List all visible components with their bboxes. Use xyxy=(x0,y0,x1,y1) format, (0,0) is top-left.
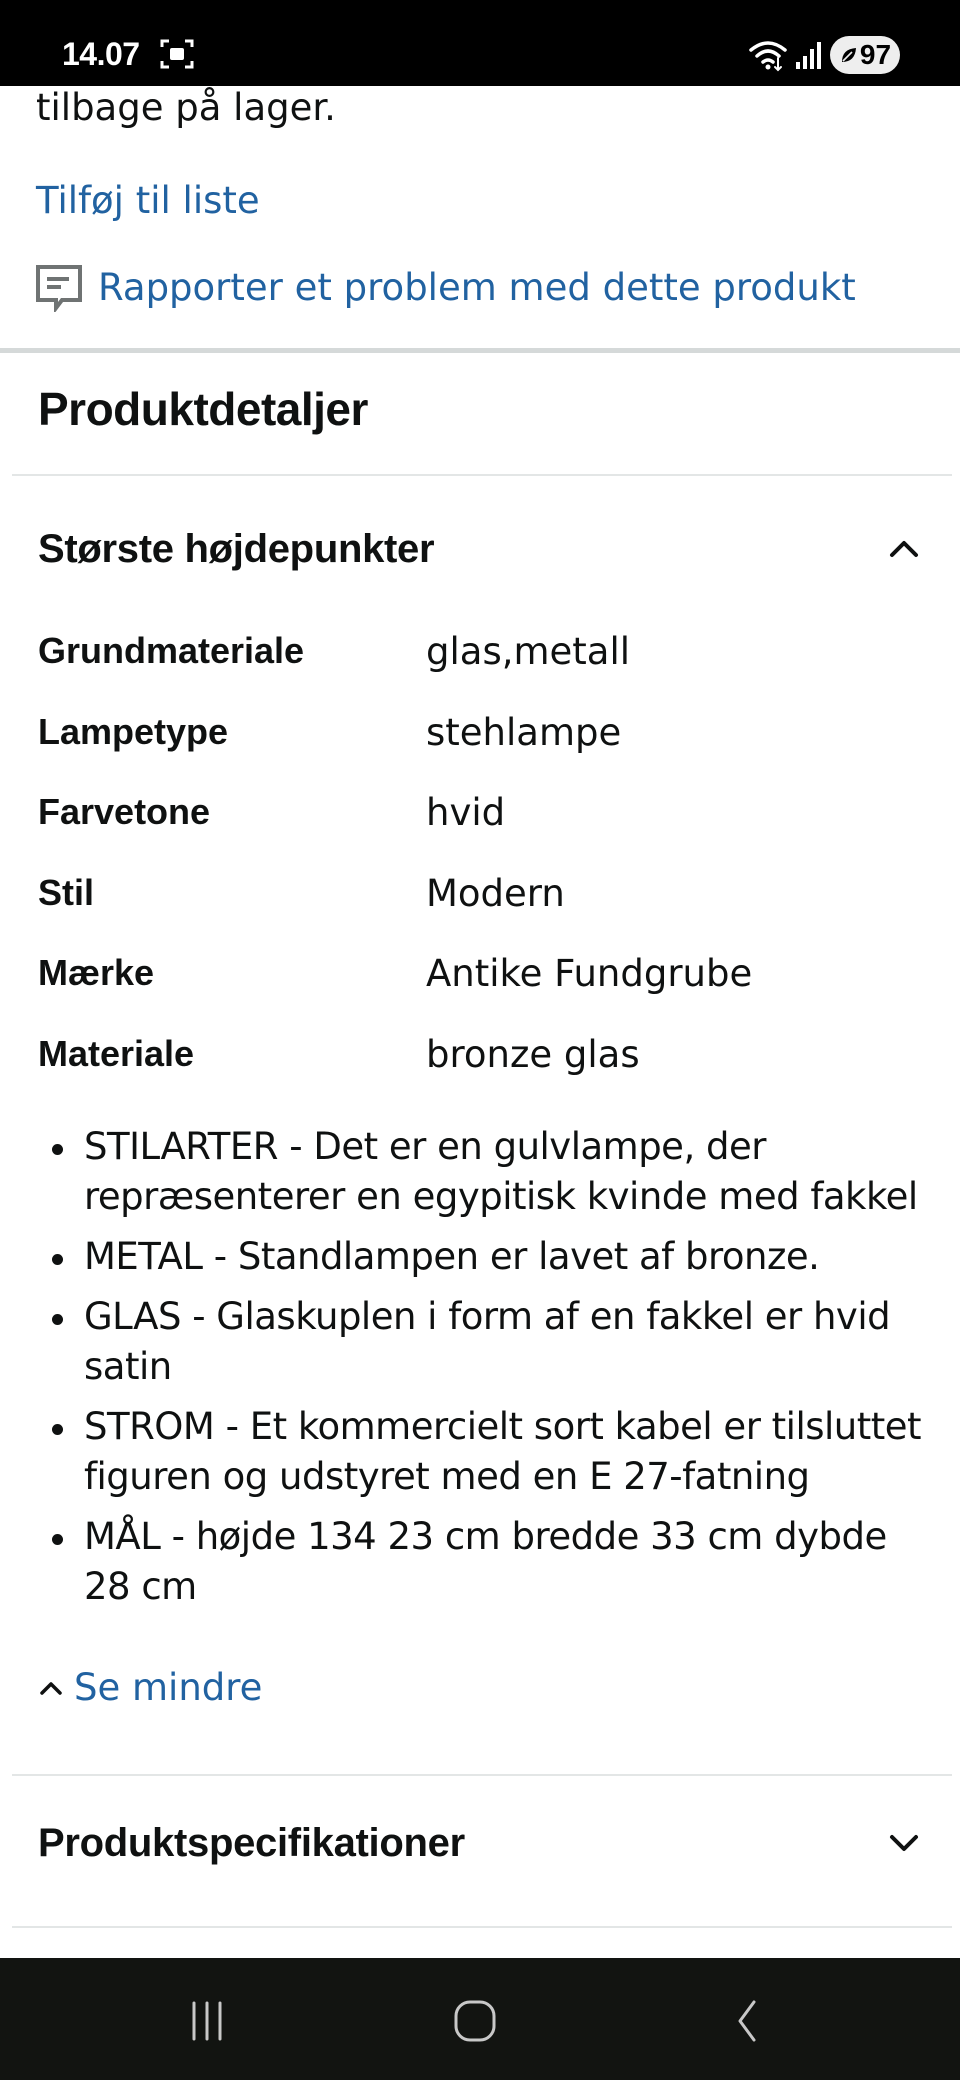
see-less-label[interactable]: Se mindre xyxy=(74,1666,263,1709)
attribute-value: Antike Fundgrube xyxy=(426,952,753,995)
attribute-key: Lampetype xyxy=(38,710,229,752)
attribute-row xyxy=(38,711,938,792)
system-nav-bar xyxy=(0,1958,960,2080)
recent-apps-icon[interactable] xyxy=(182,1996,232,2046)
feature-bullet: METAL - Standlampen er lavet af bronze. xyxy=(50,1232,930,1282)
highlights-accordion-header[interactable] xyxy=(0,494,960,604)
availability-text: tilbage på lager. xyxy=(36,86,336,129)
attribute-value: Modern xyxy=(426,871,565,915)
battery-level: 97 xyxy=(859,39,892,70)
divider xyxy=(12,1774,952,1776)
feature-bullet: GLAS - Glaskuplen i form af en fakkel er hvid satin xyxy=(50,1292,930,1392)
attribute-row xyxy=(38,1033,938,1114)
back-icon[interactable] xyxy=(722,1996,772,2046)
feature-bullet: STILARTER - Det er en gulvlampe, der repræsenterer en egypitisk kvinde med fakkel xyxy=(50,1122,930,1222)
product-details-title: Produktdetaljer xyxy=(38,383,368,435)
attribute-row xyxy=(38,791,938,872)
attribute-value: glas,metall xyxy=(426,630,631,673)
attribute-value: bronze glas xyxy=(426,1032,640,1076)
attributes-table xyxy=(38,630,938,1113)
attribute-key: Mærke xyxy=(38,952,155,993)
wifi-icon xyxy=(748,38,788,72)
add-to-list-link[interactable]: Tilføj til liste xyxy=(36,179,260,222)
divider xyxy=(12,1926,952,1928)
attribute-row xyxy=(38,630,938,711)
screenshot-icon xyxy=(160,38,194,70)
attribute-key: Materiale xyxy=(38,1032,195,1074)
report-problem-link[interactable] xyxy=(34,262,856,312)
attribute-key: Farvetone xyxy=(38,791,211,832)
section-divider xyxy=(0,348,960,353)
attribute-key: Stil xyxy=(38,871,95,913)
attribute-row xyxy=(38,872,938,953)
attribute-value: hvid xyxy=(426,791,506,834)
battery-saver-icon xyxy=(839,45,859,65)
chevron-down-icon[interactable] xyxy=(884,1823,924,1863)
feature-bullet: MÅL - højde 134 23 cm bredde 33 cm dybde 28 cm xyxy=(50,1512,930,1612)
status-time: 14.07 xyxy=(62,36,140,72)
see-less-button[interactable] xyxy=(36,1666,262,1709)
attribute-key: Grundmateriale xyxy=(38,630,305,671)
chevron-up-icon xyxy=(36,1673,66,1703)
highlights-title: Største højdepunkter xyxy=(38,526,435,571)
feedback-icon xyxy=(34,262,84,312)
specifications-title: Produktspecifikationer xyxy=(38,1820,465,1865)
divider xyxy=(12,474,952,476)
chevron-up-icon[interactable] xyxy=(884,529,924,569)
feature-bullet: STROM - Et kommercielt sort kabel er tilsluttet figuren og udstyret med en E 27-fatning xyxy=(50,1402,930,1502)
home-icon[interactable] xyxy=(450,1996,500,2046)
report-problem-label[interactable]: Rapporter et problem med dette produkt xyxy=(98,265,856,309)
signal-icon xyxy=(794,40,822,70)
battery-indicator xyxy=(830,36,900,74)
attribute-value: stehlampe xyxy=(426,710,622,754)
attribute-row xyxy=(38,952,938,1033)
specifications-accordion-header[interactable] xyxy=(0,1788,960,1898)
feature-bullets xyxy=(50,1122,930,1622)
status-bar xyxy=(0,0,960,86)
